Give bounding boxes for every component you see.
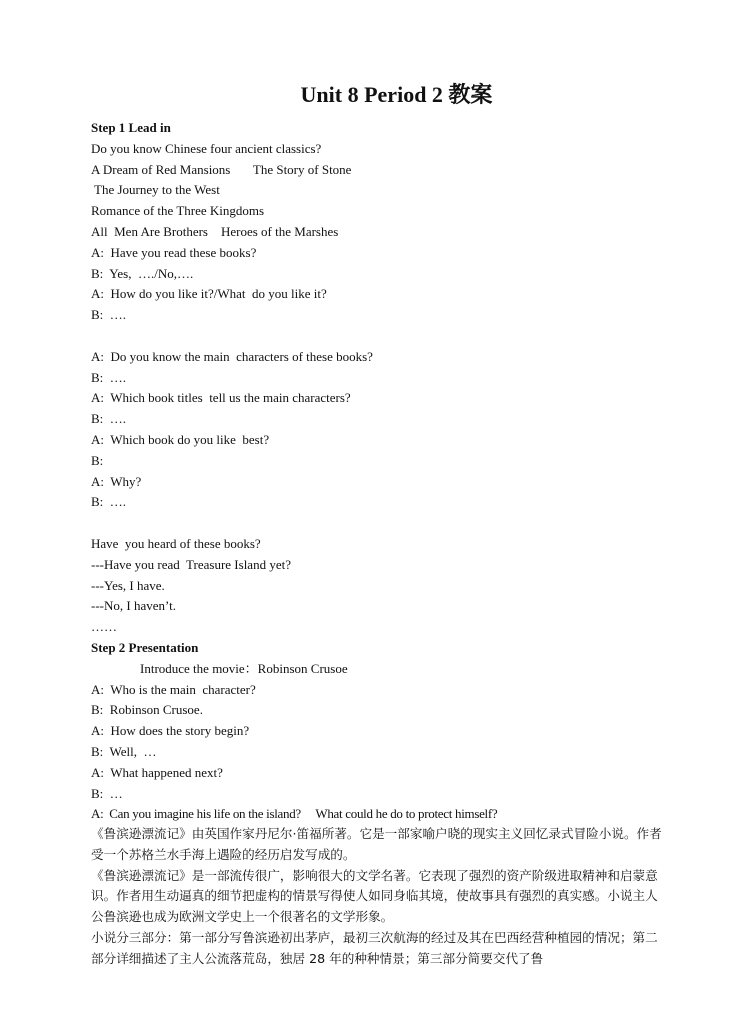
text-line: A: Can you imagine his life on the island? What could he do to protect himself? <box>91 806 498 822</box>
movie-intro: Introduce the movie：Robinson Crusoe <box>140 660 348 676</box>
text-line: …… <box>91 619 117 635</box>
text-line: B: …. <box>91 494 127 510</box>
text-line: A: What happened next? <box>91 764 223 780</box>
text-line: B: <box>91 452 104 468</box>
chinese-paragraph: 《鲁滨逊漂流记》由英国作家丹尼尔·笛福所著。它是一部家喻户晓的现实主义回忆录式冒险小说。作者受一个苏格兰水手海上遇险的经历启发写成的。 <box>91 826 662 862</box>
text-line: The Journey to the West <box>91 182 220 198</box>
text-line: A: How does the story begin? <box>91 723 250 739</box>
text-line: B: …. <box>91 411 127 427</box>
text-line: A Dream of Red Mansions The Story of Stone <box>91 161 352 177</box>
text-line: All Men Are Brothers Heroes of the Marshes <box>91 223 339 239</box>
blank-line <box>91 513 663 534</box>
text-line: B: …. <box>91 369 127 385</box>
text-line: A: How do you like it?/What do you like it? <box>91 286 327 302</box>
chinese-paragraph: 小说分三部分：第一部分写鲁滨逊初出茅庐，最初三次航海的经过及其在巴西经营种植园的情况；第二部分详细描述了主人公流落荒岛，独居 28 年的种种情景；第三部分简要交代了鲁 <box>91 929 658 966</box>
chinese-description <box>91 824 663 970</box>
text-line: A: Do you know the main characters of these books? <box>91 348 373 364</box>
text-line: B: …. <box>91 307 127 323</box>
step1-heading: Step 1 Lead in <box>91 120 171 135</box>
text-line: A: Have you read these books? <box>91 244 257 260</box>
text-line: B: Well, … <box>91 743 157 759</box>
page-title: Unit 8 Period 2 教案 <box>300 82 493 107</box>
text-line: A: Who is the main character? <box>91 681 256 697</box>
blank-line <box>91 326 663 347</box>
chinese-paragraph: 《鲁滨逊漂流记》是一部流传很广，影响很大的文学名著。它表现了强烈的资产阶级进取精神和启蒙意识。作者用生动逼真的细节把虚构的情景写得使人如同身临其境，使故事具有强烈的真实感。小说主人公鲁滨逊也成为欧洲文学史上一个很著名的文学形象。 <box>91 867 658 925</box>
text-line: Romance of the Three Kingdoms <box>91 203 265 219</box>
text-line: A: Which book do you like best? <box>91 431 270 447</box>
text-line: B: Yes, …./No,…. <box>91 265 194 281</box>
text-line: B: Robinson Crusoe. <box>91 702 203 718</box>
text-line: A: Which book titles tell us the main characters? <box>91 390 351 406</box>
text-line: ---Yes, I have. <box>91 577 165 593</box>
text-line: B: … <box>91 785 123 801</box>
text-line: Have you heard of these books? <box>91 535 261 551</box>
document-body <box>91 118 663 825</box>
text-line: ---No, I haven’t. <box>91 598 176 614</box>
step2-heading: Step 2 Presentation <box>91 639 199 655</box>
text-line: A: Why? <box>91 473 142 489</box>
text-line: ---Have you read Treasure Island yet? <box>91 556 291 572</box>
text-line: Do you know Chinese four ancient classics? <box>91 140 322 156</box>
